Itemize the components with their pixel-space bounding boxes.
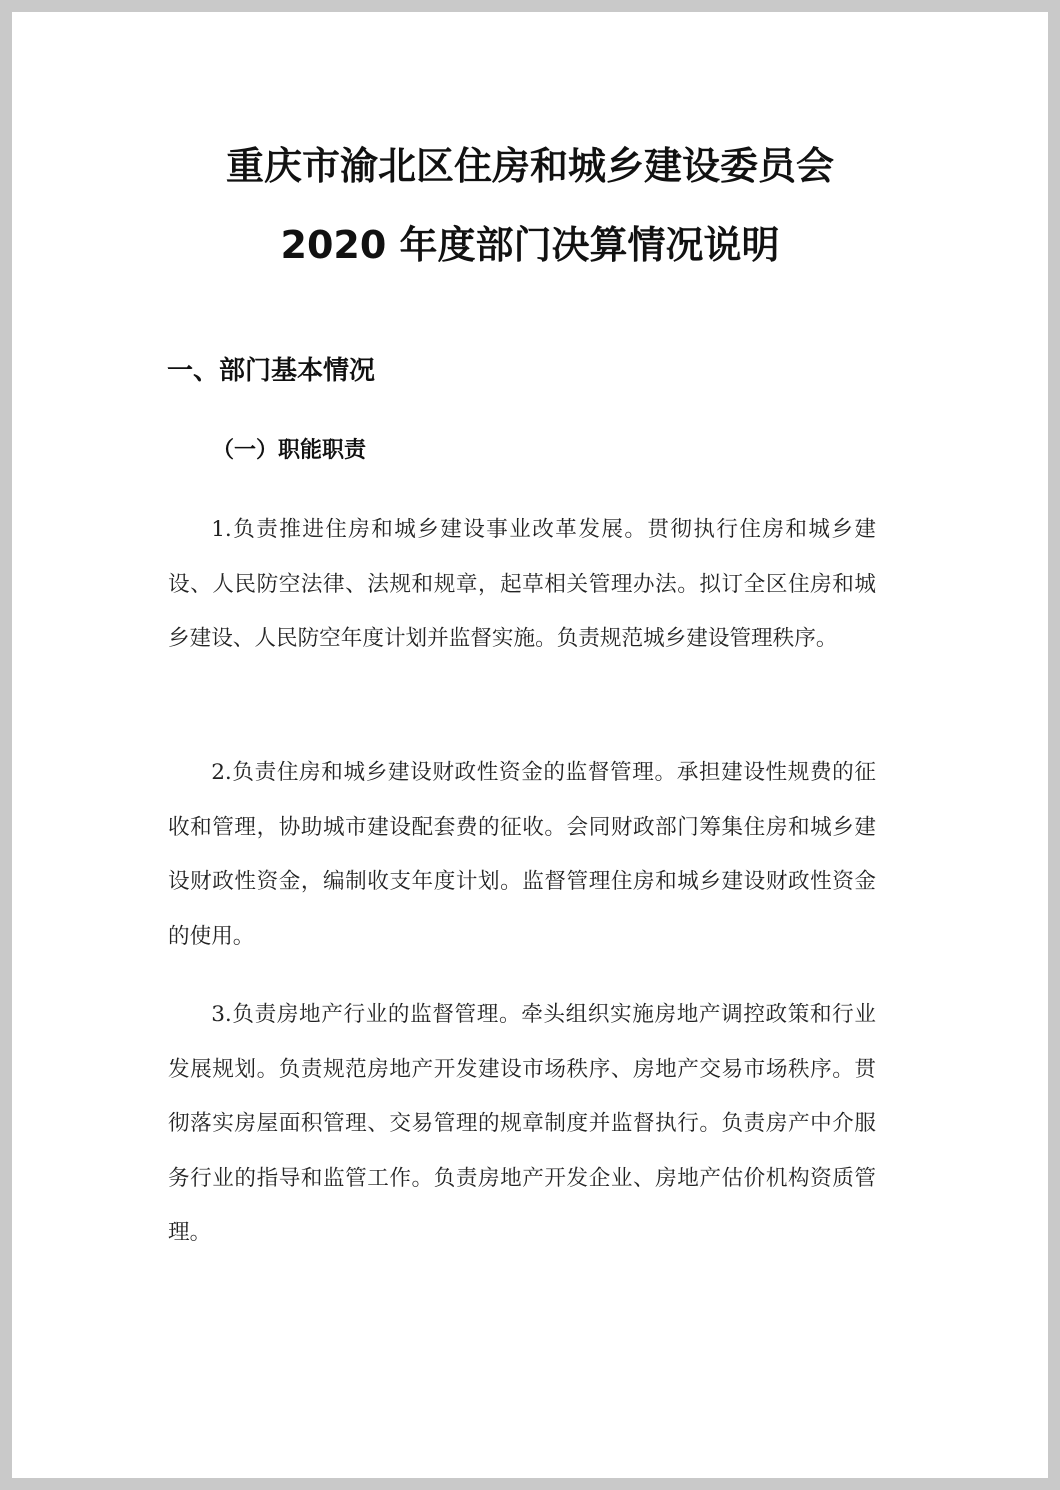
section-heading-basic-info: 一、部门基本情况 (167, 356, 376, 386)
paragraph-1: 1.负责推进住房和城乡建设事业改革发展。贯彻执行住房和城乡建设、人民防空法律、法规和规章，起草相关管理办法。拟订全区住房和城乡建设、人民防空年度计划并监督实施。负责规范城乡建设管理秩序。 (168, 517, 876, 651)
document-title-line-2: 2020 年度部门决算情况说明 (280, 223, 780, 267)
document-page (12, 12, 1048, 1478)
paragraph-2: 2.负责住房和城乡建设财政性资金的监督管理。承担建设性规费的征收和管理，协助城市建设配套费的征收。会同财政部门筹集住房和城乡建设财政性资金，编制收支年度计划。监督管理住房和城乡建设财政性资金的使用。 (168, 760, 876, 949)
document-title-line-1: 重庆市渝北区住房和城乡建设委员会 (225, 144, 834, 188)
paragraph-3: 3.负责房地产行业的监督管理。牵头组织实施房地产调控政策和行业发展规划。负责规范房地产开发建设市场秩序、房地产交易市场秩序。贯彻落实房屋面积管理、交易管理的规章制度并监督执行。负责房产中介服务行业的指导和监管工作。负责房地产开发企业、房地产估价机构资质管理。 (168, 1002, 876, 1245)
subsection-heading-functions: （一）职能职责 (212, 438, 367, 463)
